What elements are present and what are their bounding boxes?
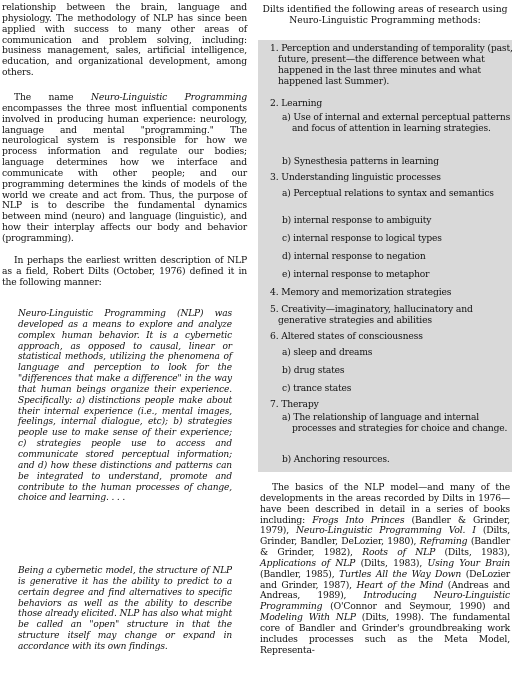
research-intro: Dilts identified the following areas of research using Neuro-Linguistic Programming methods:: [262, 4, 508, 26]
closing-text: The basics of the NLP model—and many of the developments in the areas recorded by Dilts in 1976—have been described in detail in a series of books including:: [260, 482, 510, 526]
book-title: Reframing: [419, 536, 468, 548]
area-3a: a) Perceptual relations to syntax and semantics: [282, 189, 494, 199]
research-areas-box: [258, 40, 512, 472]
area-3b: b) internal response to ambiguity: [282, 216, 432, 226]
book-title: Turtles All the Way Down: [339, 568, 462, 580]
book-citation: (Dilts, Grinder, Bandler, DeLozier, 1980),: [260, 525, 510, 548]
book-title: Introducing Neuro-Linguistic Programming: [260, 590, 510, 613]
book-citation: (Dilts, 1983),: [355, 557, 428, 569]
book-citation: (O'Connor and Seymour, 1990) and: [322, 601, 510, 613]
p2-text-b: encompasses the three most influential components involved in producing human experience: neurology, language and mental "programming." The neurological system is responsible for how we process information and regulate our bodies; language determines how we interface and communicate with other people; and our programming determines the kinds of models of the world we create and act from. Thus, the purpose of NLP is to describe the fundamental dynamics between mind (neuro) and language (linguistic), and how their interplay affects our body and behavior (programming).: [2, 102, 247, 244]
paragraph-3: In perhaps the earliest written description of NLP as a field, Robert Dilts (October, 1976) defined it in the following manner:: [2, 255, 247, 288]
book-citation: (Andreas and Andreas, 1989),: [260, 579, 510, 602]
book-citation: (Bandler & Grinder, 1982),: [260, 536, 510, 559]
area-6b: b) drug states: [282, 366, 345, 376]
book-title: Modeling With NLP: [260, 612, 356, 624]
book-title: Neuro-Linguistic Programming Vol. I: [296, 525, 476, 537]
area-2: 2. Learning: [270, 98, 323, 109]
area-3c: c) internal response to logical types: [282, 234, 442, 244]
book-citation: (Bandler, 1985),: [260, 568, 340, 580]
book-title: Frogs Into Princes: [312, 514, 405, 526]
area-1: 1. Perception and understanding of temporality (past, future, present—the difference between what happened in the last three minutes and what happened last Summer).: [270, 43, 513, 87]
book-citation: (Bandler & Grinder, 1979),: [260, 514, 510, 537]
area-3e: e) internal response to metaphor: [282, 270, 430, 280]
area-7: 7. Therapy: [270, 399, 319, 410]
area-3: 3. Understanding linguistic processes: [270, 172, 441, 183]
area-5: 5. Creativity—imaginatory, hallucinatory and generative strategies and abilities: [270, 304, 473, 326]
area-2a: a) Use of internal and external perceptual patterns and focus of attention in learning strategies.: [282, 113, 511, 134]
area-3d: d) internal response to negation: [282, 252, 426, 262]
area-6a: a) sleep and dreams: [282, 348, 373, 358]
area-2b: b) Synesthesia patterns in learning: [282, 157, 439, 167]
book-title: Roots of NLP: [362, 547, 436, 559]
book-citation: (Dilts, 1998). The fundamental core of Bandler and Grinder's groundbreaking work includes processes such as the Meta Model, Representa-: [260, 612, 510, 656]
paragraph-2: [2, 93, 247, 245]
paragraph-1: relationship between the brain, language and physiology. The methodology of NLP has since been applied with success to many other areas of communication and problem solving, including: business management, sales, artificial intelligence, education, and organizational development, among others.: [2, 2, 247, 79]
quote-block-1: Neuro-Linguistic Programming (NLP) was developed as a means to explore and analyze complex human behavior. It is a cybernetic approach, as opposed to causal, linear or statistical methods, utilizing the phenomena of language and perception to look for the "differences that make a difference" in the way that human beings organize their experience. Specifically: a) distinctions people make about their internal experience (i.e., mental images, feelings, internal dialogue, etc); b) strategies people use to make sense of their experience; c) strategies people use to access and communicate stored perceptual information; and d) how these distinctions and patterns can be integrated to understand, promote and contribute to the human processes of change, choice and learning. . . .: [18, 309, 232, 504]
book-title: Using Your Brain: [427, 557, 511, 569]
book-citation: (Dilts, 1983),: [435, 547, 510, 559]
book-title: Heart of the Mind: [356, 579, 444, 591]
area-7b: b) Anchoring resources.: [282, 455, 390, 465]
area-6c: c) trance states: [282, 384, 352, 394]
p2-term-nlp: Neuro-Linguistic Programming: [90, 92, 247, 103]
area-6: 6. Altered states of consciousness: [270, 331, 423, 342]
closing-paragraph: [260, 483, 510, 657]
book-citation: (DeLozier and Grinder, 1987),: [260, 568, 510, 591]
quote-block-2: Being a cybernetic model, the structure of NLP is generative it has the ability to predict to a certain degree and find alternatives to specific behaviors as well as the ability to describe those already elicited. NLP has also what might be called an "open" structure in that the structure itself may change or expand in accordance with its own findings.: [18, 566, 232, 652]
area-4: 4. Memory and memorization strategies: [270, 287, 452, 298]
area-7a: a) The relationship of language and internal processes and strategies for choice and change.: [282, 413, 508, 434]
book-title: Applications of NLP: [260, 557, 356, 569]
p2-text-a: The name: [14, 92, 91, 103]
